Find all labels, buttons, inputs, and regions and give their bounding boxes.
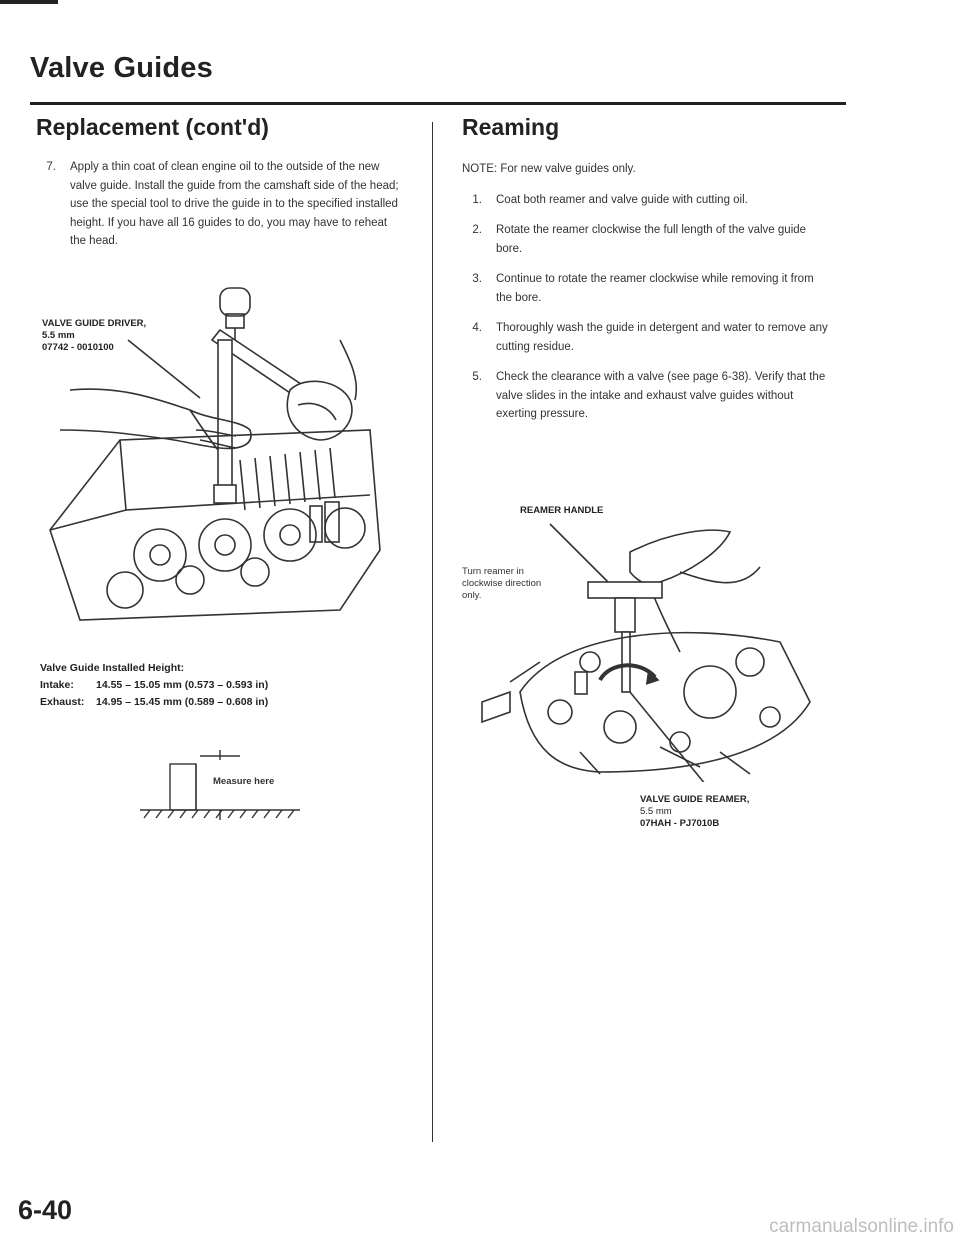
step-7 xyxy=(36,158,404,251)
page-number: 6-40 xyxy=(18,1195,73,1225)
illustration-valve-guide-driver xyxy=(40,280,400,640)
step-text: Apply a thin coat of clean engine oil to the outside of the new valve guide. Install the guide from the camshaft side of the head; use the special tool to drive the guide in to the specified installed height. If you have all 16 guides to do, you may have to reheat the head. xyxy=(70,161,399,247)
reaming-step-3: 3. Continue to rotate the reamer clockwise while removing it from the bore. xyxy=(472,273,814,304)
section-heading-replacement: Replacement (cont'd) xyxy=(36,114,269,140)
tool-callout-driver: VALVE GUIDE DRIVER, 5.5 mm 07742 - 0010100 xyxy=(42,318,147,353)
reamer-handle-callout: REAMER HANDLE xyxy=(520,505,604,516)
step-number: 7. xyxy=(46,161,56,173)
left-column-text xyxy=(36,158,404,263)
spec-exhaust: Exhaust: 14.95 – 15.45 mm (0.589 – 0.608 in) xyxy=(40,696,269,708)
reamer-tool-callout: VALVE GUIDE REAMER, 5.5 mm 07HAH - PJ7010B xyxy=(640,794,750,829)
page-title: Valve Guides xyxy=(30,52,213,84)
reaming-note: NOTE: For new valve guides only. xyxy=(462,163,636,175)
top-corner-bar xyxy=(0,0,58,4)
reaming-step-1: 1. Coat both reamer and valve guide with cutting oil. xyxy=(472,193,748,206)
spec-title: Valve Guide Installed Height: xyxy=(40,662,185,674)
illustration-valve-guide-reamer xyxy=(480,512,840,782)
title-rule xyxy=(30,102,846,105)
column-divider xyxy=(432,122,433,1142)
spec-block xyxy=(40,660,268,711)
spec-intake: Intake: 14.55 – 15.05 mm (0.573 – 0.593 in) xyxy=(40,679,269,691)
reaming-step-4: 4. Thoroughly wash the guide in detergent and water to remove any cutting residue. xyxy=(472,322,828,353)
reaming-step-5: 5. Check the clearance with a valve (see page 6-38). Verify that the valve slides in the intake and exhaust valve guides without exerting pressure. xyxy=(472,371,826,420)
measure-label: Measure here xyxy=(213,776,275,787)
right-column-text xyxy=(462,160,832,436)
reaming-step-2: 2. Rotate the reamer clockwise the full length of the valve guide bore. xyxy=(472,224,807,255)
site-watermark: carmanualsonline.info xyxy=(769,1216,954,1237)
section-heading-reaming: Reaming xyxy=(462,114,560,140)
turn-direction-note: Turn reamer in clockwise direction only. xyxy=(462,566,542,601)
